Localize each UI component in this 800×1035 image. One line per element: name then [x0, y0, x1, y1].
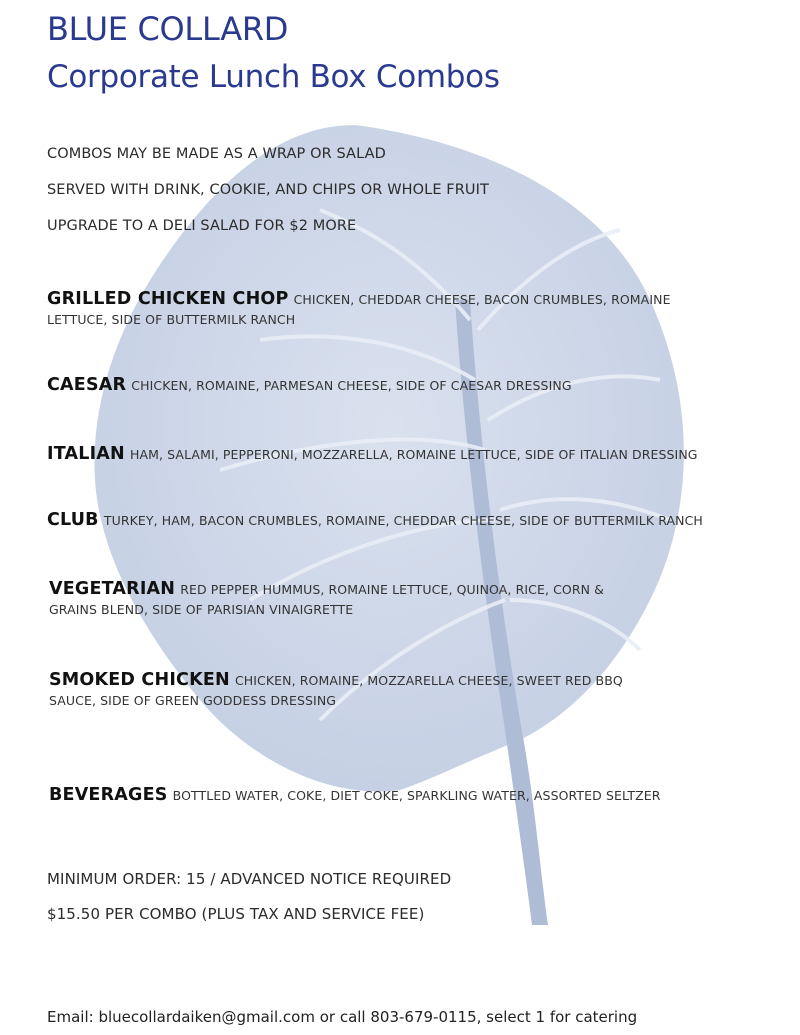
- menu-item-name: CLUB: [47, 510, 99, 530]
- page-subtitle: Corporate Lunch Box Combos: [47, 59, 500, 95]
- menu-item-desc: HAM, SALAMI, PEPPERONI, MOZZARELLA, ROMAINE LETTUCE, SIDE OF ITALIAN DRESSING: [129, 447, 698, 462]
- menu-item-grilled-chicken-chop: [47, 289, 717, 329]
- menu-item-desc: CHICKEN, CHEDDAR CHEESE, BACON CRUMBLES, ROMAINE LETTUCE, SIDE OF BUTTERMILK RANCH: [47, 292, 671, 327]
- menu-item-caesar: [47, 375, 757, 395]
- brand-title: BLUE COLLARD: [47, 10, 289, 48]
- minimum-order-note: MINIMUM ORDER: 15 / ADVANCED NOTICE REQUIRED: [47, 870, 452, 888]
- menu-item-italian: [47, 444, 757, 464]
- menu-item-beverages: [49, 785, 759, 805]
- menu-item-name: ITALIAN: [47, 444, 125, 464]
- menu-item-name: CAESAR: [47, 375, 127, 395]
- menu-item-desc: CHICKEN, ROMAINE, PARMESAN CHEESE, SIDE OF CAESAR DRESSING: [131, 378, 572, 393]
- menu-item-desc: RED PEPPER HUMMUS, ROMAINE LETTUCE, QUINOA, RICE, CORN & GRAINS BLEND, SIDE OF PARISIAN VINAIGRETTE: [49, 582, 605, 617]
- menu-item-name: VEGETARIAN: [49, 579, 176, 599]
- menu-item-name: BEVERAGES: [49, 785, 168, 805]
- menu-item-name: GRILLED CHICKEN CHOP: [47, 289, 289, 309]
- menu-item-name: SMOKED CHICKEN: [49, 670, 230, 690]
- menu-item-vegetarian: [49, 579, 639, 619]
- menu-item-smoked-chicken: [49, 670, 649, 710]
- menu-item-desc: TURKEY, HAM, BACON CRUMBLES, ROMAINE, CHEDDAR CHEESE, SIDE OF BUTTERMILK RANCH: [103, 513, 703, 528]
- price-note: $15.50 PER COMBO (PLUS TAX AND SERVICE FEE): [47, 905, 425, 923]
- contact-info: Email: bluecollardaiken@gmail.com or call 803-679-0115, select 1 for catering: [47, 1008, 638, 1026]
- intro-line-served-with: SERVED WITH DRINK, COOKIE, AND CHIPS OR WHOLE FRUIT: [47, 182, 489, 198]
- menu-item-desc: BOTTLED WATER, COKE, DIET COKE, SPARKLING WATER, ASSORTED SELTZER: [172, 788, 661, 803]
- menu-item-club: [47, 510, 767, 530]
- intro-line-wrap-or-salad: COMBOS MAY BE MADE AS A WRAP OR SALAD: [47, 146, 386, 162]
- menu-item-desc: CHICKEN, ROMAINE, MOZZARELLA CHEESE, SWEET RED BBQ SAUCE, SIDE OF GREEN GODDESS DRESSING: [49, 673, 623, 708]
- intro-line-upgrade: UPGRADE TO A DELI SALAD FOR $2 MORE: [47, 218, 357, 234]
